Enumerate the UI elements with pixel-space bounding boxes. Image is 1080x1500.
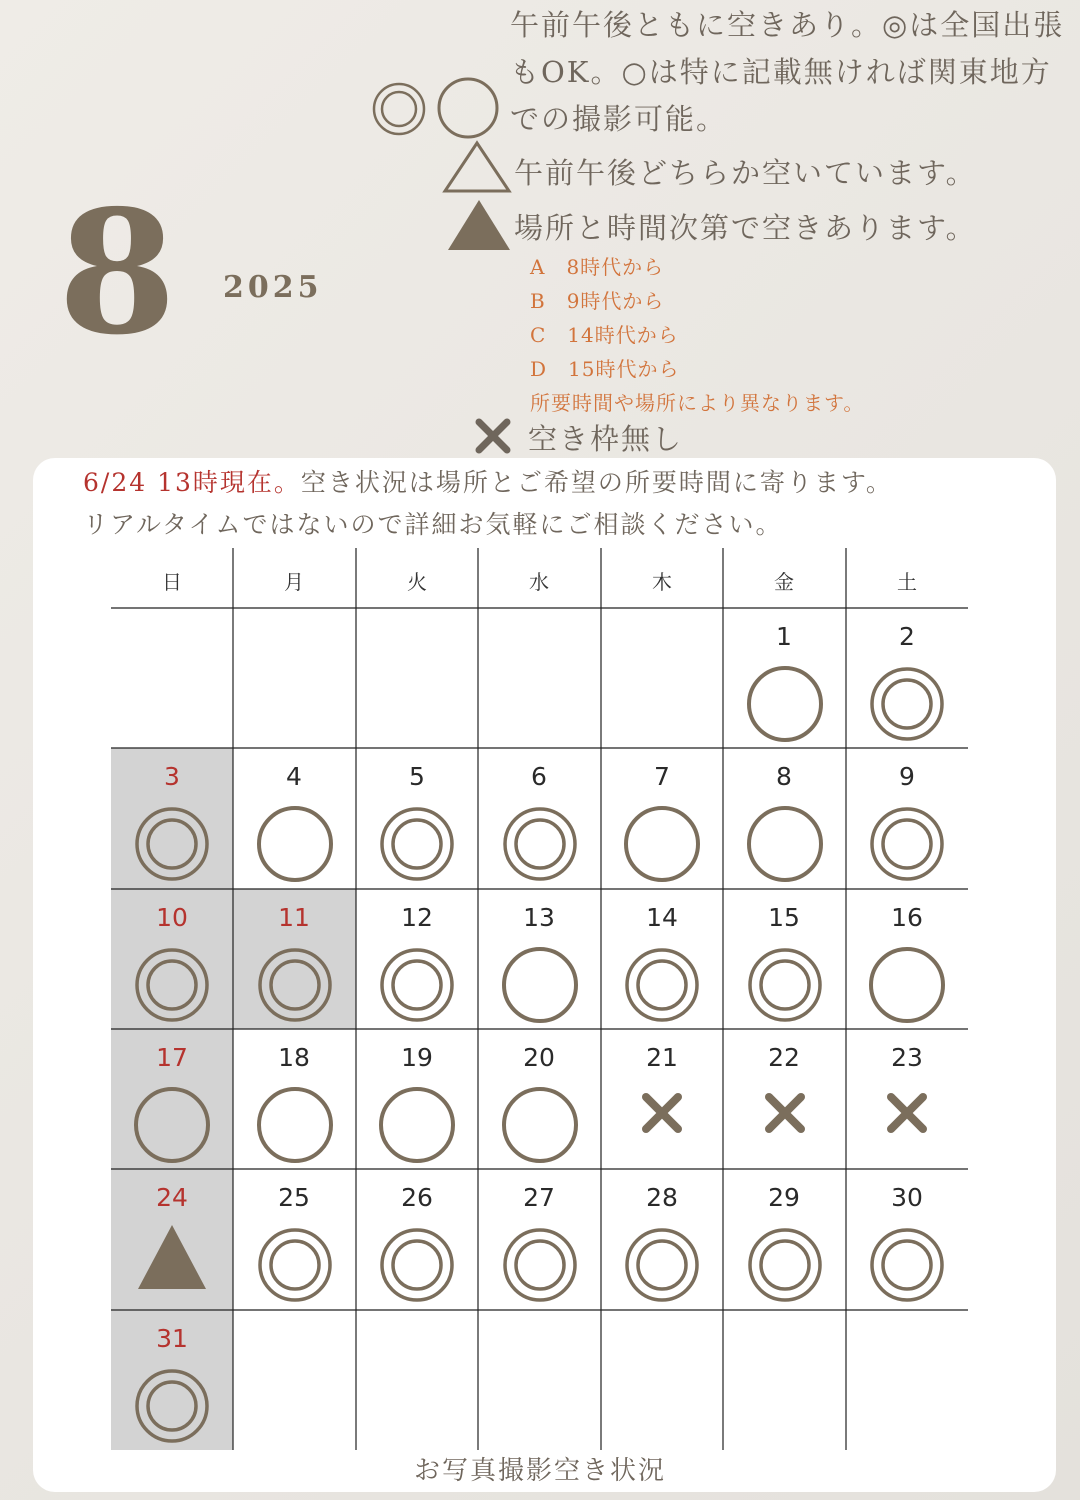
day-number: 29 — [768, 1183, 800, 1212]
day-number: 9 — [899, 762, 915, 791]
day-number: 1 — [776, 622, 792, 651]
day-number: 17 — [156, 1043, 188, 1072]
day-number: 25 — [278, 1183, 310, 1212]
weekday-header: 月 — [284, 570, 304, 594]
day-number: 20 — [523, 1043, 555, 1072]
weekday-header: 日 — [162, 570, 182, 594]
day-number: 30 — [891, 1183, 923, 1212]
weekday-header: 水 — [529, 570, 549, 594]
weekday-header: 金 — [774, 570, 794, 594]
day-number: 2 — [899, 622, 915, 651]
day-number: 21 — [646, 1043, 678, 1072]
weekday-header: 火 — [407, 570, 427, 594]
day-number: 7 — [654, 762, 670, 791]
day-number: 24 — [156, 1183, 188, 1212]
day-number: 28 — [646, 1183, 678, 1212]
day-number: 22 — [768, 1043, 800, 1072]
weekday-header: 木 — [652, 570, 672, 594]
day-number: 19 — [401, 1043, 433, 1072]
notice-line1: 空き状況は場所とご希望の所要時間に寄ります。 — [300, 468, 893, 497]
time-option-b: B 9時代から — [530, 289, 665, 313]
notice-timestamp: 6/24 13時現在。 — [83, 468, 301, 497]
day-number: 23 — [891, 1043, 923, 1072]
day-number: 5 — [409, 762, 425, 791]
day-number: 31 — [156, 1324, 188, 1353]
day-number: 13 — [523, 903, 555, 932]
notice-line2: リアルタイムではないので詳細お気軽にご相談ください。 — [83, 510, 783, 539]
weekday-header: 土 — [897, 570, 917, 594]
legend-circle-text: 午前午後ともに空きあり。◎は全国出張もOK。○は特に記載無ければ関東地方での撮影可能。 — [510, 8, 1065, 136]
legend-filled-triangle-text: 場所と時間次第で空きあります。 — [514, 211, 977, 245]
day-number: 8 — [776, 762, 792, 791]
day-number: 11 — [278, 903, 310, 932]
day-number: 4 — [286, 762, 302, 791]
legend-cross-text: 空き枠無し — [528, 422, 684, 456]
day-number: 10 — [156, 903, 188, 932]
day-number: 18 — [278, 1043, 310, 1072]
year-label: 2025 — [223, 270, 323, 305]
legend-triangle-text: 午前午後どちらか空いています。 — [514, 156, 977, 190]
month-number: 8 — [58, 173, 177, 373]
day-number: 14 — [646, 903, 678, 932]
day-number: 16 — [891, 903, 923, 932]
day-number: 3 — [164, 762, 180, 791]
day-number: 26 — [401, 1183, 433, 1212]
time-option-d: D 15時代から — [530, 357, 680, 381]
day-number: 6 — [531, 762, 547, 791]
time-option-a: A 8時代から — [530, 255, 665, 279]
time-note: 所要時間や場所により異なります。 — [530, 391, 865, 415]
day-number: 15 — [768, 903, 800, 932]
time-option-c: C 14時代から — [530, 323, 679, 347]
day-number: 12 — [401, 903, 433, 932]
footer-caption: お写真撮影空き状況 — [413, 1456, 666, 1486]
day-number: 27 — [523, 1183, 555, 1212]
